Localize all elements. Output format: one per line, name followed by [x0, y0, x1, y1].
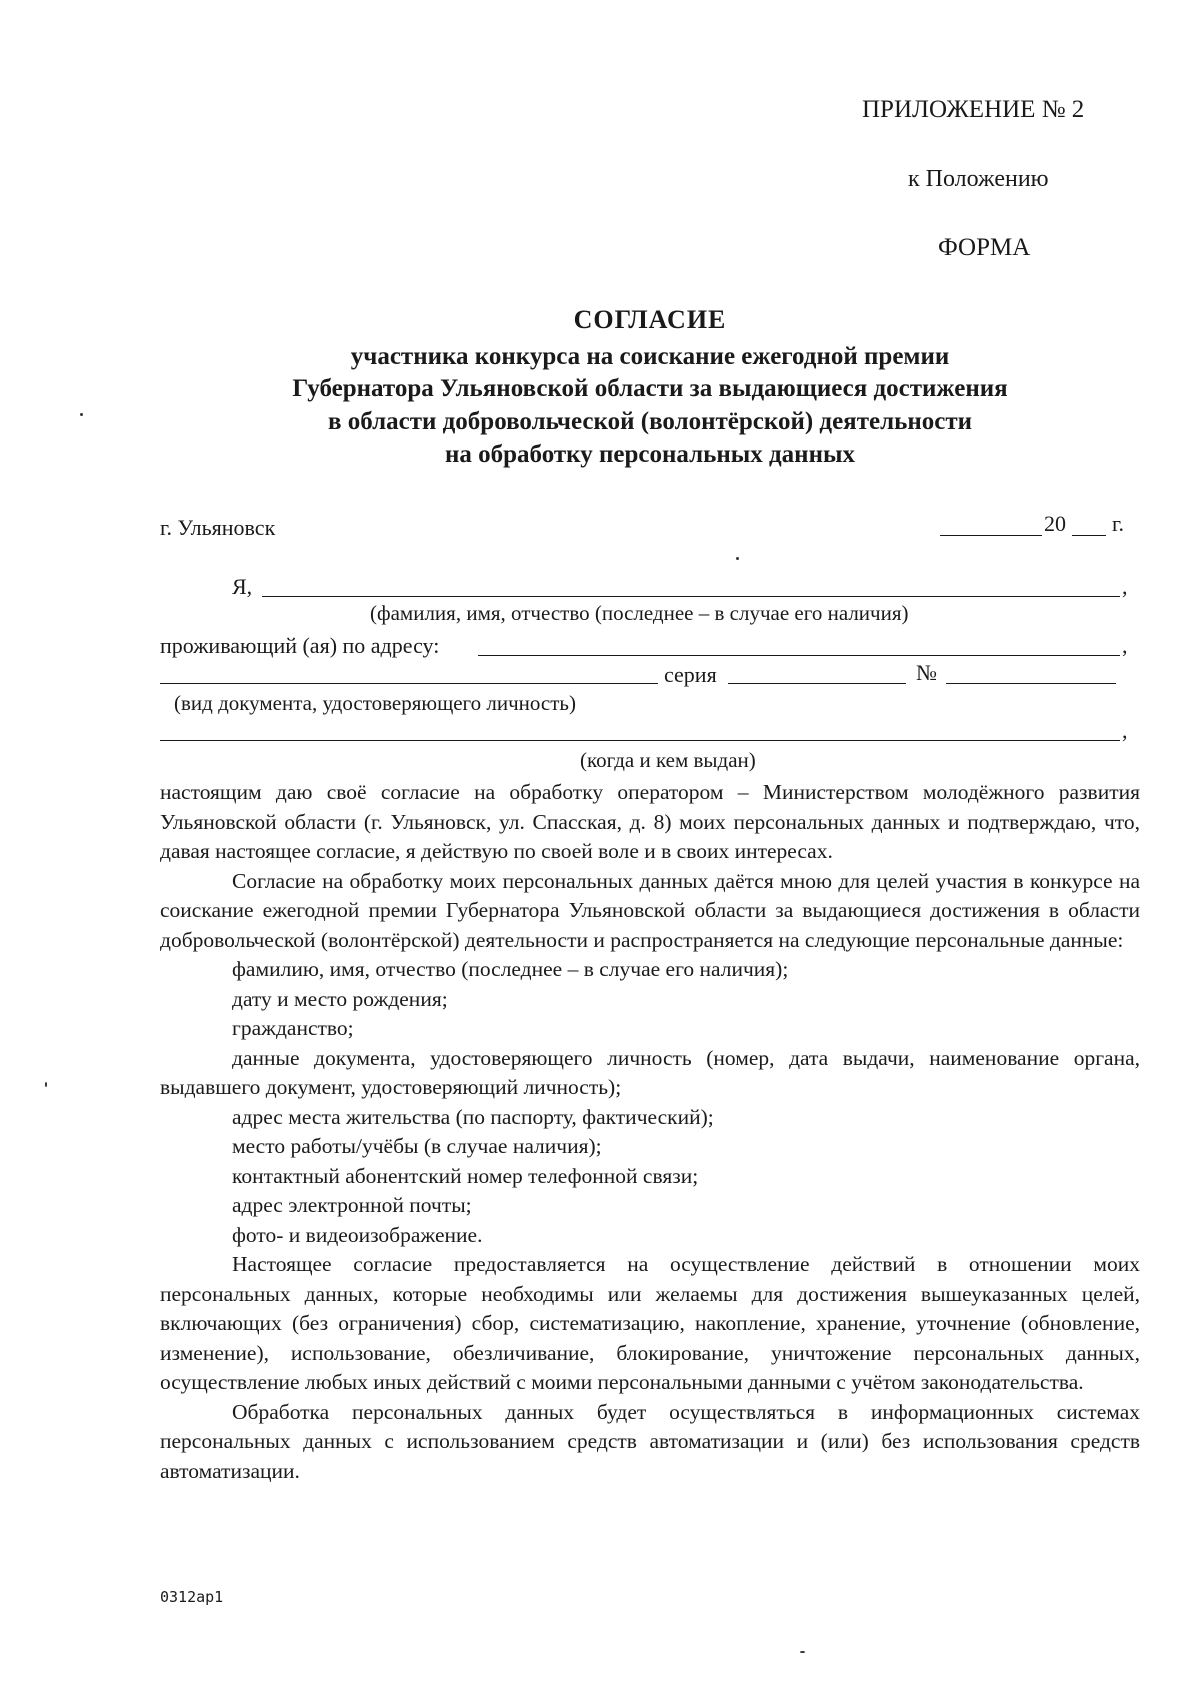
address-label: проживающий (ая) по адресу: [160, 633, 440, 658]
consent-paragraph: настоящим даю своё согласие на обработку оператором – Министерством молодёжного развития Ульяновской области (г. Ульяновск, ул. Спасская, д. 8) моих персональных данных и подтверждаю, что, давая настоящее согласие, я действую по своей воле и в своих интересах. [160, 780, 1140, 863]
appendix-number: ПРИЛОЖЕНИЕ № 2 [862, 96, 1085, 123]
document-title: СОГЛАСИЕ [573, 305, 727, 334]
series-label: серия [664, 662, 717, 687]
document-caption: (вид документа, удостоверяющего личность) [174, 691, 577, 715]
series-field-line[interactable] [728, 683, 906, 684]
fio-caption: (фамилия, имя, отчество (последнее – в случае его наличия) [370, 601, 909, 625]
scan-speck [45, 1082, 47, 1087]
scan-speck [80, 413, 83, 416]
list-item: адрес электронной почты; [232, 1193, 472, 1217]
title-line-1: участника конкурса на соискание ежегодной премии [350, 343, 950, 370]
list-item: контактный абонентский номер телефонной связи; [232, 1163, 699, 1188]
document-type-field-line[interactable] [160, 683, 658, 684]
scan-speck [800, 1651, 805, 1653]
consent-body [160, 778, 1140, 1486]
fio-field-line[interactable] [262, 596, 1120, 597]
list-item: адрес места жительства (по паспорту, фактический); [232, 1104, 714, 1129]
city: г. Ульяновск [160, 515, 276, 540]
issued-field-line[interactable] [160, 740, 1120, 741]
document-code: 0312ap1 [160, 1588, 224, 1606]
title-line-3: в области добровольческой (волонтёрской) деятельности [327, 408, 973, 435]
list-item: дату и место рождения; [232, 986, 448, 1011]
comma: , [1122, 718, 1128, 743]
list-item: фото- и видеоизображение. [232, 1222, 483, 1247]
year-blank-line[interactable] [1072, 535, 1106, 536]
i-label: Я, [232, 574, 253, 599]
number-field-line[interactable] [946, 683, 1116, 684]
number-label: № [916, 660, 937, 685]
date-blank-line[interactable] [940, 535, 1042, 536]
year-prefix: 20 [1044, 511, 1066, 536]
title-line-2: Губернатора Ульяновской области за выдающиеся достижения [292, 375, 1008, 402]
purpose-paragraph: Согласие на обработку моих персональных данных даётся мною для целей участия в конкурсе на соискание ежегодной премии Губернатора Ульяновской области за выдающиеся достижения в области добровольческой (волонтёрской) деятельности и распространяется на следующие персональные данные: [160, 868, 1140, 952]
actions-paragraph: Настоящее согласие предоставляется на осуществление действий в отношении моих персональных данных, которые необходимы или желаемы для достижения вышеуказанных целей, включающих (без ограничения) сбор, систематизацию, накопление, хранение, уточнение (обновление, изменение), использование, обезличивание, блокирование, уничтожение персональных данных, осуществление любых иных действий с моими персональными данными с учётом законодательства. [160, 1252, 1140, 1394]
scan-speck [736, 557, 739, 560]
address-field-line[interactable] [478, 655, 1120, 656]
list-item: данные документа, удостоверяющего личность (номер, дата выдачи, наименование органа, выдавшего документ, удостоверяющий личность); [160, 1045, 1140, 1099]
form-label: ФОРМА [938, 234, 1031, 261]
issued-caption: (когда и кем выдан) [580, 748, 756, 772]
list-item: место работы/учёбы (в случае наличия); [232, 1134, 602, 1158]
comma: , [1122, 574, 1128, 599]
list-item: фамилию, имя, отчество (последнее – в случае его наличия); [232, 957, 789, 981]
to-regulation: к Положению [908, 166, 1049, 192]
processing-paragraph: Обработка персональных данных будет осуществляться в информационных системах персональных данных с использованием средств автоматизации и (или) без использования средств автоматизации. [160, 1399, 1140, 1483]
year-suffix: г. [1112, 511, 1125, 536]
comma: , [1122, 633, 1128, 658]
title-line-4: на обработку персональных данных [445, 441, 855, 468]
list-item: гражданство; [232, 1016, 354, 1040]
